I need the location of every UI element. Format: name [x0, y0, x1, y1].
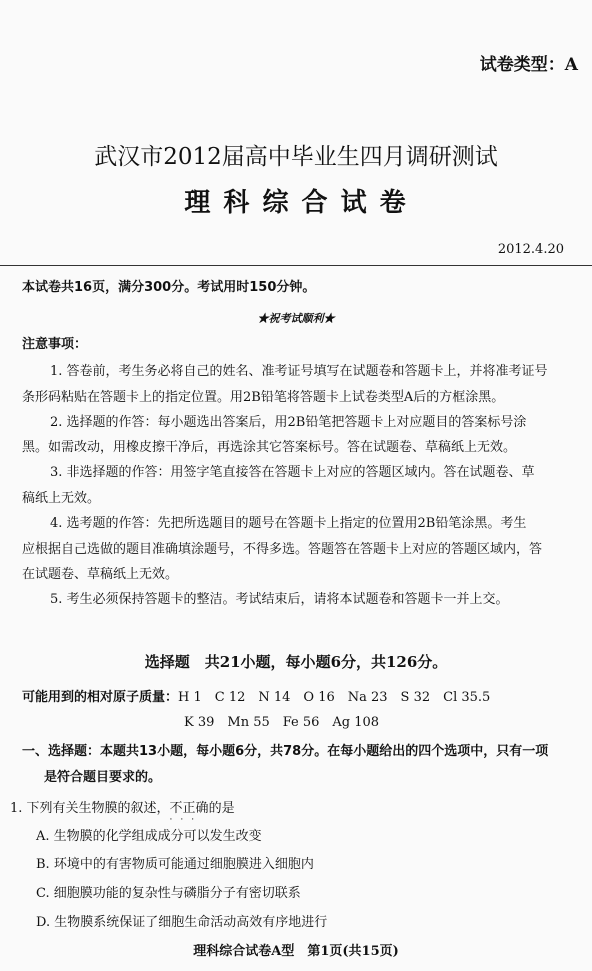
atomic-mass-values-2: K 39 Mn 55 Fe 56 Ag 108 — [184, 715, 380, 730]
part-one-instruction-line-1: 一、选择题：本题共13小题，每小题6分，共78分。在每小题给出的四个选项中，只有一项 — [22, 744, 549, 759]
question-1-stem-pre: 1. 下列有关生物膜的叙述， — [10, 801, 170, 816]
exam-date: 2012.4.20 — [497, 242, 564, 257]
exam-title: 武汉市2012届高中毕业生四月调研测试 — [94, 144, 498, 170]
subject-title: 理 科 综 合 试 卷 — [184, 188, 408, 218]
exam-info: 本试卷共16页，满分300分。考试用时150分钟。 — [22, 280, 316, 295]
header-divider — [0, 265, 592, 266]
part-one-instruction-line-2: 是符合题目要求的。 — [44, 770, 162, 785]
note-1-line-1: 1. 答卷前，考生务必将自己的姓名、准考证号填写在试题卷和答题卡上，并将准考证号 — [50, 364, 548, 379]
note-1-line-2: 条形码粘贴在答题卡上的指定位置。用2B铅笔将答题卡上试卷类型A后的方框涂黑。 — [22, 390, 505, 405]
note-4-line-1: 4. 选考题的作答：先把所选题目的题号在答题卡上指定的位置用2B铅笔涂黑。考生 — [50, 516, 527, 531]
question-1-option-b: B. 环境中的有害物质可能通过细胞膜进入细胞内 — [36, 857, 314, 872]
note-3-line-2: 稿纸上无效。 — [22, 491, 101, 506]
question-1-stem-post: 的是 — [208, 801, 235, 816]
note-5-line-1: 5. 考生必须保持答题卡的整洁。考试结束后，请将本试题卷和答题卡一并上交。 — [50, 592, 509, 607]
note-2-line-1: 2. 选择题的作答：每小题选出答案后，用2B铅笔把答题卡上对应题目的答案标号涂 — [50, 415, 527, 430]
note-3-line-1: 3. 非选择题的作答：用签字笔直接答在答题卡上对应的答题区域内。答在试题卷、草 — [50, 465, 535, 480]
atomic-mass-line-1 — [22, 686, 490, 705]
emphasis-dots: ··· — [169, 815, 203, 825]
atomic-mass-label: 可能用到的相对原子质量： — [22, 690, 179, 705]
note-4-line-3: 在试题卷、草稿纸上无效。 — [22, 567, 179, 582]
note-4-line-2: 应根据自己选做的题目准确填涂题号，不得多选。答题答在答题卡上对应的答题区域内，答 — [22, 542, 543, 557]
wish-line: ★祝考试顺利★ — [257, 312, 335, 325]
section-heading: 选择题 共21小题，每小题6分，共126分。 — [144, 653, 448, 671]
question-1-option-a: A. 生物膜的化学组成成分可以发生改变 — [36, 829, 262, 844]
page-footer: 理科综合试卷A型 第1页(共15页) — [193, 944, 399, 959]
question-1-emphasis: 不正确 ··· — [169, 801, 209, 825]
paper-type-label: 试卷类型：A — [479, 55, 578, 75]
question-1-option-c: C. 细胞膜功能的复杂性与磷脂分子有密切联系 — [36, 886, 301, 901]
notes-heading: 注意事项： — [22, 337, 88, 352]
question-1-stem — [10, 797, 235, 825]
question-1-option-d: D. 生物膜系统保证了细胞生命活动高效有序地进行 — [36, 915, 328, 930]
atomic-mass-values-1: H 1 C 12 N 14 O 16 Na 23 S 32 Cl 35.5 — [178, 690, 491, 705]
note-2-line-2: 黑。如需改动，用橡皮擦干净后，再选涂其它答案标号。答在试题卷、草稿纸上无效。 — [22, 440, 517, 455]
